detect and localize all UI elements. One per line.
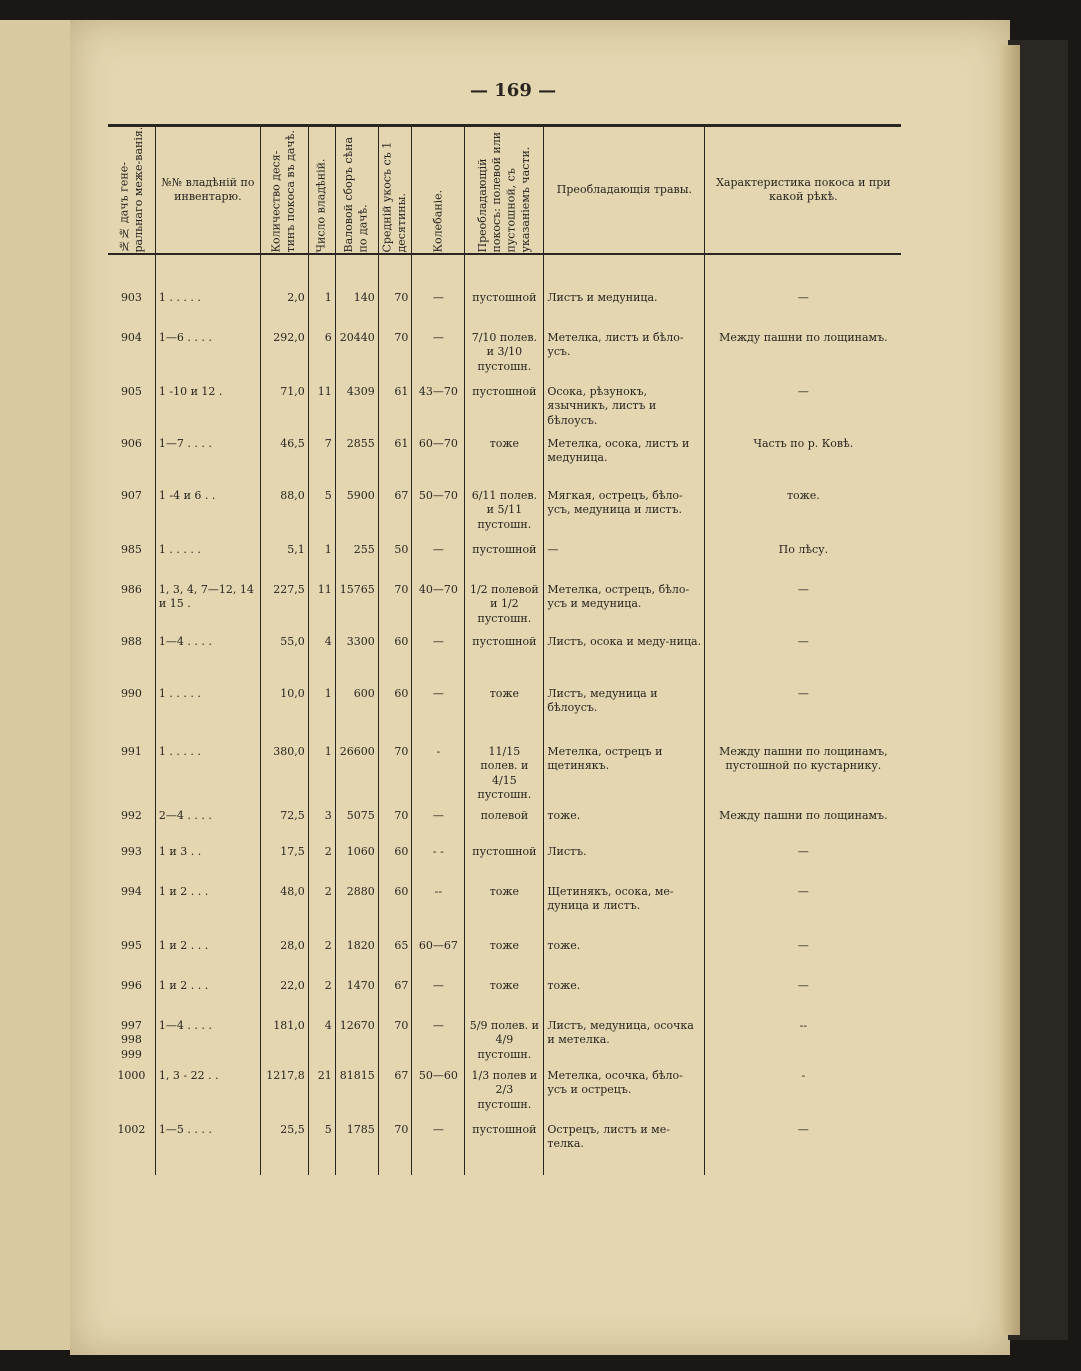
cell-vladenii: 1 . . . . .	[155, 543, 260, 583]
cell-desyatin: 10,0	[260, 687, 308, 745]
cell-travy: Листъ и медуница.	[544, 291, 705, 331]
table-row	[108, 885, 901, 939]
cell-travy: Мягкая, острецъ, бѣло-усъ, медуница и листъ.	[544, 489, 705, 543]
cell-chislo: 4	[308, 1019, 335, 1069]
cell-sredny: 70	[378, 1123, 412, 1175]
cell-travy: Листъ, осока и меду-ница.	[544, 635, 705, 687]
table-row	[108, 291, 901, 331]
cell-valovoi: 255	[335, 543, 378, 583]
cell-vladenii: 1—4 . . . .	[155, 635, 260, 687]
cell-kolebanie: —	[412, 331, 465, 385]
cell-sredny: 61	[378, 385, 412, 437]
cell-kharakt: —	[705, 885, 902, 939]
cell-valovoi: 81815	[335, 1069, 378, 1123]
cell-valovoi: 15765	[335, 583, 378, 635]
cell-chislo: 2	[308, 845, 335, 885]
table-row	[108, 489, 901, 543]
cell-dacha: 988	[120, 635, 142, 648]
table-row	[108, 331, 901, 385]
table-row	[108, 385, 901, 437]
table-row	[108, 687, 901, 745]
cell-travy: Щетинякъ, осока, ме-дуница и листъ.	[544, 885, 705, 939]
cell-chislo: 2	[308, 979, 335, 1019]
cell-travy: тоже.	[544, 809, 705, 845]
cell-travy: Метелка, листъ и бѣло-усъ.	[544, 331, 705, 385]
cell-sredny: 70	[378, 1019, 412, 1069]
cell-chislo: 5	[308, 1123, 335, 1175]
cell-kharakt: —	[705, 635, 902, 687]
table-row	[108, 979, 901, 1019]
cell-pokos: тоже	[465, 885, 544, 939]
cell-kolebanie: —	[412, 1019, 465, 1069]
cell-kolebanie: —	[412, 809, 465, 845]
cell-pokos: пустошной	[465, 291, 544, 331]
cell-kolebanie: - -	[412, 845, 465, 885]
cell-pokos: 5/9 полев. и 4/9 пустошн.	[465, 1019, 544, 1069]
table-row	[108, 845, 901, 885]
cell-dacha: 986	[120, 583, 142, 596]
cell-vladenii: 1 и 3 . .	[155, 845, 260, 885]
cell-kolebanie: 40—70	[412, 583, 465, 635]
cell-pokos: тоже	[465, 939, 544, 979]
cell-travy: Метелка, острецъ, бѣло-усъ и медуница.	[544, 583, 705, 635]
cell-sredny: 61	[378, 437, 412, 489]
cell-kharakt: —	[705, 845, 902, 885]
cell-pokos: 6/11 полев. и 5/11 пустошн.	[465, 489, 544, 543]
cell-chislo: 11	[308, 583, 335, 635]
cell-pokos: пустошной	[465, 543, 544, 583]
cell-kharakt: —	[705, 687, 902, 745]
cell-kolebanie: -	[412, 745, 465, 809]
cell-travy: Метелка, осочка, бѣло-усъ и острецъ.	[544, 1069, 705, 1123]
cell-chislo: 1	[308, 687, 335, 745]
cell-desyatin: 25,5	[260, 1123, 308, 1175]
cell-kolebanie: —	[412, 1123, 465, 1175]
cell-dacha: 990	[120, 687, 142, 700]
header-chislo: Число владѣній.	[308, 126, 335, 255]
table-body	[108, 254, 901, 1175]
table-row	[108, 635, 901, 687]
cell-sredny: 70	[378, 745, 412, 809]
cell-sredny: 70	[378, 583, 412, 635]
cell-dacha: 996	[120, 979, 142, 992]
cell-kolebanie: —	[412, 543, 465, 583]
cell-valovoi: 1060	[335, 845, 378, 885]
cell-desyatin: 2,0	[260, 291, 308, 331]
cell-valovoi: 5900	[335, 489, 378, 543]
cell-kolebanie: 60—67	[412, 939, 465, 979]
cell-kolebanie: —	[412, 635, 465, 687]
cell-sredny: 60	[378, 687, 412, 745]
cell-desyatin: 28,0	[260, 939, 308, 979]
cell-vladenii: 2—4 . . . .	[155, 809, 260, 845]
cell-pokos: 1/2 полевой и 1/2 пустошн.	[465, 583, 544, 635]
cell-chislo: 5	[308, 489, 335, 543]
cell-valovoi: 20440	[335, 331, 378, 385]
cell-pokos: 1/3 полев и 2/3 пустошн.	[465, 1069, 544, 1123]
cell-chislo: 4	[308, 635, 335, 687]
cell-valovoi: 3300	[335, 635, 378, 687]
table-spacer-row	[108, 254, 901, 291]
cell-pokos: пустошной	[465, 1123, 544, 1175]
cell-kharakt: Часть по р. Ковѣ.	[705, 437, 902, 489]
cell-valovoi: 26600	[335, 745, 378, 809]
cell-valovoi: 2880	[335, 885, 378, 939]
cell-desyatin: 88,0	[260, 489, 308, 543]
cell-chislo: 2	[308, 885, 335, 939]
table-row	[108, 437, 901, 489]
cell-chislo: 2	[308, 939, 335, 979]
cell-desyatin: 46,5	[260, 437, 308, 489]
cell-dacha: 1000	[117, 1069, 146, 1082]
cell-pokos: 11/15 полев. и 4/15 пустошн.	[465, 745, 544, 809]
cell-kharakt: —	[705, 583, 902, 635]
header-dacha: №№ дачъ гене-ральнаго меже-ванія.	[108, 126, 155, 255]
cell-desyatin: 48,0	[260, 885, 308, 939]
cell-desyatin: 71,0	[260, 385, 308, 437]
cell-kharakt: —	[705, 979, 902, 1019]
cell-kharakt: —	[705, 939, 902, 979]
cell-dacha: 1002	[117, 1123, 146, 1136]
header-vladenii: №№ владѣній по инвентарю.	[155, 126, 260, 255]
cell-chislo: 21	[308, 1069, 335, 1123]
table-row	[108, 1123, 901, 1175]
cell-pokos: пустошной	[465, 635, 544, 687]
cell-vladenii: 1 и 2 . . .	[155, 885, 260, 939]
page-number: — 169 —	[470, 80, 557, 101]
cell-dacha: 904	[120, 331, 142, 344]
cell-valovoi: 5075	[335, 809, 378, 845]
cell-pokos: пустошной	[465, 845, 544, 885]
cell-chislo: 1	[308, 543, 335, 583]
header-kolebanie: Колебаніе.	[412, 126, 465, 255]
cell-travy: Осока, рѣзунокъ, язычникъ, листъ и бѣлоусъ.	[544, 385, 705, 437]
cell-kolebanie: 60—70	[412, 437, 465, 489]
cell-kolebanie: —	[412, 979, 465, 1019]
header-travy: Преобладающія травы.	[544, 126, 705, 255]
cell-vladenii: 1 . . . . .	[155, 687, 260, 745]
table-row	[108, 583, 901, 635]
cell-desyatin: 1217,8	[260, 1069, 308, 1123]
header-desyatin: Количество деся-тинъ покоса въ дачѣ.	[260, 126, 308, 255]
cell-sredny: 67	[378, 489, 412, 543]
table-row	[108, 809, 901, 845]
cell-sredny: 50	[378, 543, 412, 583]
left-page-edge	[0, 20, 73, 1350]
cell-dacha: 903	[120, 291, 142, 304]
cell-dacha: 994	[120, 885, 142, 898]
cell-desyatin: 292,0	[260, 331, 308, 385]
cell-desyatin: 227,5	[260, 583, 308, 635]
cell-desyatin: 55,0	[260, 635, 308, 687]
cell-desyatin: 17,5	[260, 845, 308, 885]
header-sredny: Средній укосъ съ 1 десятины.	[378, 126, 412, 255]
cell-pokos: тоже	[465, 979, 544, 1019]
cell-dacha: 992	[120, 809, 142, 822]
cell-desyatin: 22,0	[260, 979, 308, 1019]
cell-dacha: 997 998 999	[120, 1019, 142, 1061]
cell-travy: Метелка, осока, листъ и медуница.	[544, 437, 705, 489]
cell-travy: тоже.	[544, 939, 705, 979]
cell-valovoi: 1470	[335, 979, 378, 1019]
table-row	[108, 543, 901, 583]
cell-pokos: тоже	[465, 687, 544, 745]
cell-travy: Метелка, острецъ и щетинякъ.	[544, 745, 705, 809]
cell-vladenii: 1, 3, 4, 7—12, 14 и 15 .	[155, 583, 260, 635]
cell-sredny: 70	[378, 291, 412, 331]
cell-dacha: 995	[120, 939, 142, 952]
cell-kolebanie: 43—70	[412, 385, 465, 437]
cell-kharakt: По лѣсу.	[705, 543, 902, 583]
cell-dacha: 907	[120, 489, 142, 502]
cell-valovoi: 2855	[335, 437, 378, 489]
cell-kolebanie: 50—60	[412, 1069, 465, 1123]
cell-pokos: тоже	[465, 437, 544, 489]
cell-desyatin: 5,1	[260, 543, 308, 583]
cell-dacha: 906	[120, 437, 142, 450]
cell-vladenii: 1 и 2 . . .	[155, 979, 260, 1019]
cell-pokos: полевой	[465, 809, 544, 845]
cell-chislo: 1	[308, 291, 335, 331]
cell-chislo: 6	[308, 331, 335, 385]
cell-dacha: 905	[120, 385, 142, 398]
cell-kharakt: —	[705, 385, 902, 437]
cell-sredny: 65	[378, 939, 412, 979]
cell-dacha: 991	[120, 745, 142, 758]
cell-travy: Листъ.	[544, 845, 705, 885]
cell-travy: Острецъ, листъ и ме-телка.	[544, 1123, 705, 1175]
table-row	[108, 939, 901, 979]
cell-valovoi: 1785	[335, 1123, 378, 1175]
cell-vladenii: 1, 3 - 22 . .	[155, 1069, 260, 1123]
cell-kolebanie: --	[412, 885, 465, 939]
header-kharakt: Характеристика покоса и при какой рѣкѣ.	[705, 126, 902, 255]
cell-chislo: 1	[308, 745, 335, 809]
cell-pokos: пустошной	[465, 385, 544, 437]
page-stack-edge	[1000, 45, 1020, 1335]
cell-vladenii: 1—4 . . . .	[155, 1019, 260, 1069]
cell-kharakt: Между пашни по лощинамъ.	[705, 331, 902, 385]
cell-vladenii: 1—7 . . . .	[155, 437, 260, 489]
cell-sredny: 67	[378, 979, 412, 1019]
cell-chislo: 3	[308, 809, 335, 845]
cell-kharakt: тоже.	[705, 489, 902, 543]
cell-travy: Листъ, медуница и бѣлоусъ.	[544, 687, 705, 745]
table-row	[108, 745, 901, 809]
cell-kharakt: Между пашни по лощинамъ, пустошной по кустарнику.	[705, 745, 902, 809]
cell-vladenii: 1—5 . . . .	[155, 1123, 260, 1175]
cell-vladenii: 1 . . . . .	[155, 291, 260, 331]
table-header	[108, 126, 901, 255]
cell-valovoi: 4309	[335, 385, 378, 437]
cell-sredny: 60	[378, 845, 412, 885]
cell-vladenii: 1 -4 и 6 . .	[155, 489, 260, 543]
cell-chislo: 11	[308, 385, 335, 437]
cell-kharakt: —	[705, 1123, 902, 1175]
cell-dacha: 993	[120, 845, 142, 858]
cell-kharakt: -	[705, 1069, 902, 1123]
cell-valovoi: 12670	[335, 1019, 378, 1069]
cell-travy: —	[544, 543, 705, 583]
cell-sredny: 67	[378, 1069, 412, 1123]
cell-kharakt: --	[705, 1019, 902, 1069]
cell-valovoi: 600	[335, 687, 378, 745]
cell-desyatin: 380,0	[260, 745, 308, 809]
cell-pokos: 7/10 полев. и 3/10 пустошн.	[465, 331, 544, 385]
cell-vladenii: 1—6 . . . .	[155, 331, 260, 385]
header-valovoi: Валовой сборъ сѣна по дачѣ.	[335, 126, 378, 255]
cell-sredny: 60	[378, 635, 412, 687]
cell-dacha: 985	[120, 543, 142, 556]
cell-kolebanie: —	[412, 291, 465, 331]
cell-sredny: 70	[378, 331, 412, 385]
cell-vladenii: 1 -10 и 12 .	[155, 385, 260, 437]
cell-kharakt: —	[705, 291, 902, 331]
cell-sredny: 70	[378, 809, 412, 845]
cell-kolebanie: 50—70	[412, 489, 465, 543]
cell-travy: Листъ, медуница, осочка и метелка.	[544, 1019, 705, 1069]
cell-travy: тоже.	[544, 979, 705, 1019]
cell-vladenii: 1 и 2 . . .	[155, 939, 260, 979]
cell-valovoi: 1820	[335, 939, 378, 979]
cell-desyatin: 181,0	[260, 1019, 308, 1069]
cell-sredny: 60	[378, 885, 412, 939]
cell-desyatin: 72,5	[260, 809, 308, 845]
header-preobl-pokos: Преобладающій покосъ: полевой или пустошной, съ указаніемъ части.	[465, 126, 544, 255]
table-row	[108, 1069, 901, 1123]
hay-yield-table	[108, 124, 901, 1175]
table-row	[108, 1019, 901, 1069]
cell-kharakt: Между пашни по лощинамъ.	[705, 809, 902, 845]
cell-chislo: 7	[308, 437, 335, 489]
cell-kolebanie: —	[412, 687, 465, 745]
cell-vladenii: 1 . . . . .	[155, 745, 260, 809]
cell-valovoi: 140	[335, 291, 378, 331]
